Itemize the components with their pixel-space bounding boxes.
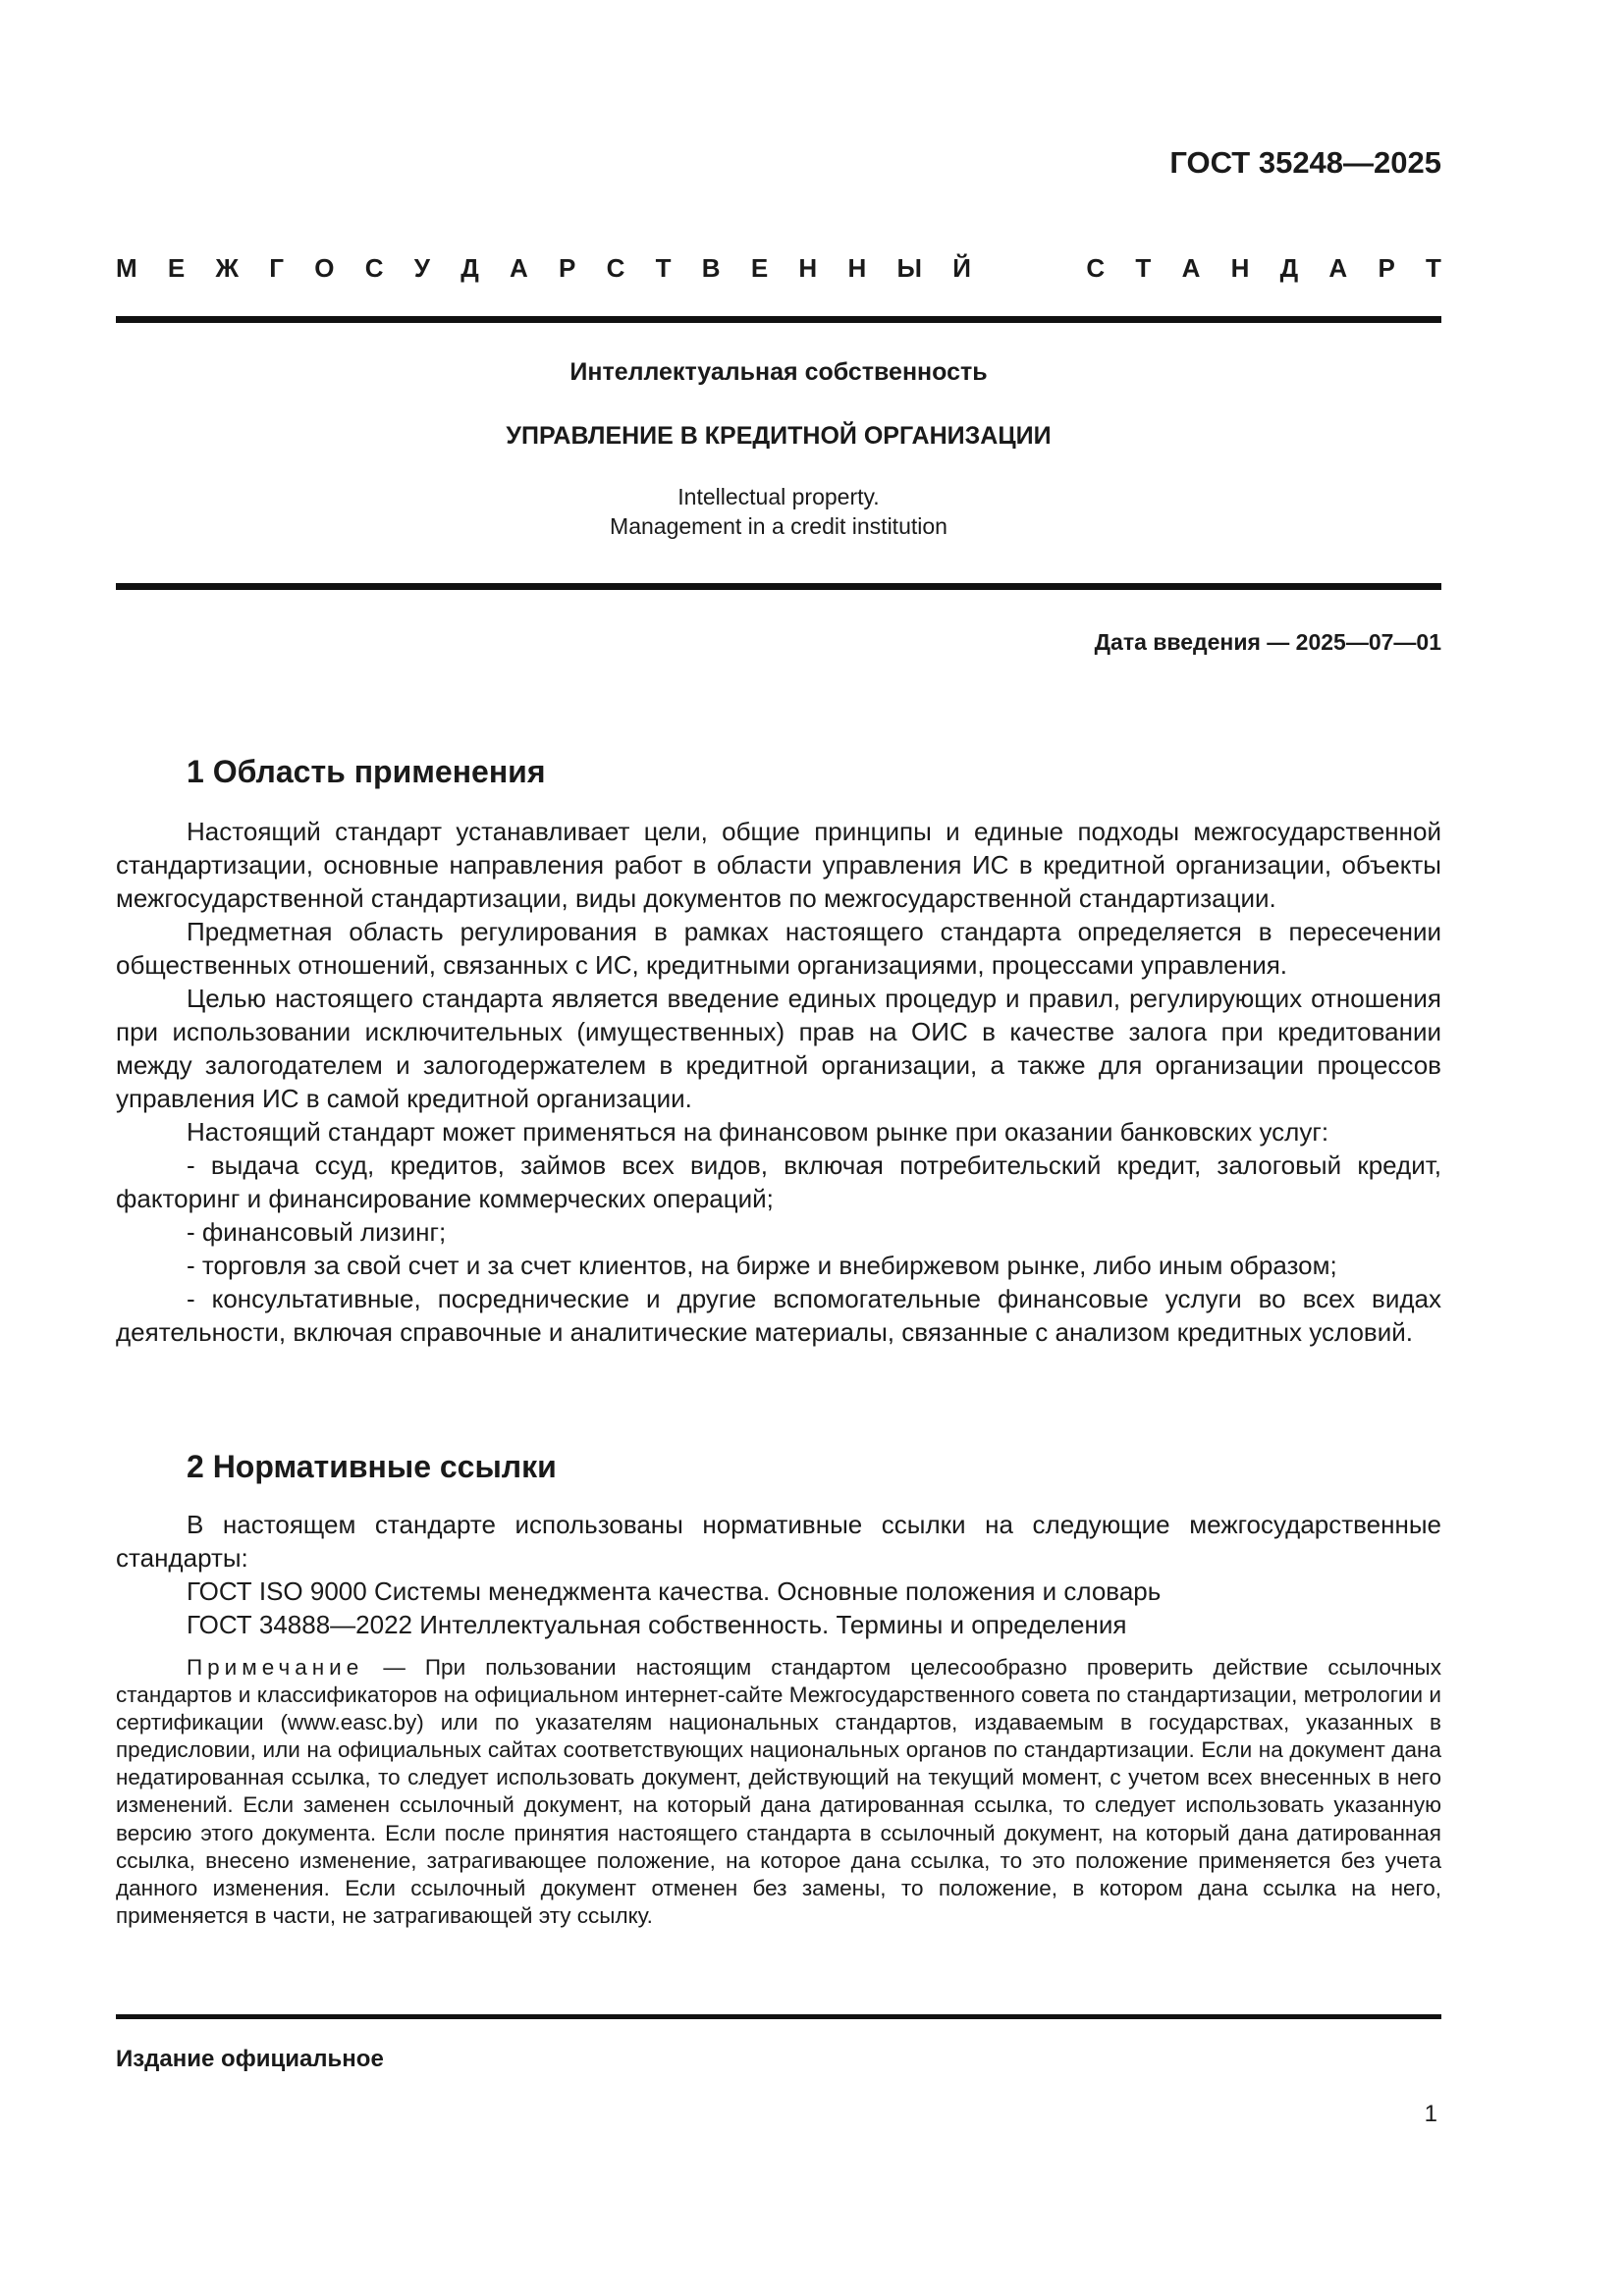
section-1-body [116,815,1441,1349]
list-item: - консультативные, посреднические и другие вспомогательные финансовые услуги во всех видах деятельности, включая справочные и аналитические материалы, связанные с анализом кредитных условий. [116,1284,1441,1347]
banner-letter: Д [460,253,479,283]
reference-item: ГОСТ ISO 9000 Системы менеджмента качества. Основные положения и словарь [187,1576,1162,1606]
document-page [116,0,1441,2296]
banner-letter: Н [798,253,818,283]
banner-letter: Е [167,253,186,283]
banner-letter: А [510,253,528,283]
banner-word-gap [1001,253,1056,284]
standard-number: ГОСТ 35248—2025 [1169,145,1441,180]
interstate-standard-banner [116,253,1441,284]
list-item: - финансовый лизинг; [187,1217,447,1247]
banner-letter: А [1328,253,1348,283]
banner-letter: С [1086,253,1106,283]
banner-letter: Р [559,253,576,283]
banner-letter: Д [1279,253,1299,283]
title-divider [116,583,1441,590]
paragraph: Целью настоящего стандарта является введение единых процедур и правил, регулирующих отношения при использовании исключительных (имущественных) прав на ОИС в качестве залога при кредитовании между залогодателем и залогодержателем в кредитной организации, а также для организации процессов управления ИС в самой кредитной организации. [116,984,1441,1113]
footer-divider [116,2014,1441,2019]
title-category: Интеллектуальная собственность [569,358,988,386]
banner-letter: В [701,253,721,283]
banner-letter: У [413,253,430,283]
note [116,1654,1441,1930]
reference-item: ГОСТ 34888—2022 Интеллектуальная собственность. Термины и определения [187,1610,1127,1639]
banner-letter: О [314,253,335,283]
list-item: - выдача ссуд, кредитов, займов всех видов, включая потребительский кредит, залоговый кредит, факторинг и финансирование коммерческих операций; [116,1150,1441,1213]
title-main: УПРАВЛЕНИЕ В КРЕДИТНОЙ ОРГАНИЗАЦИИ [506,422,1052,450]
banner-letter: Н [847,253,867,283]
banner-letter: Е [750,253,769,283]
banner-letter: Ы [896,253,922,283]
banner-letter: Т [1426,253,1441,283]
edition-label: Издание официальное [116,2046,384,2072]
header-divider [116,316,1441,323]
banner-letter: Г [269,253,285,283]
note-label: Примечание [187,1655,364,1680]
title-english-line2: Management in a credit institution [610,513,947,539]
section-2-body [116,1508,1441,1641]
introduction-date: Дата введения — 2025—07—01 [1094,629,1441,655]
page-number: 1 [1424,2101,1437,2127]
banner-letter: Т [1135,253,1152,283]
banner-letter: Т [655,253,672,283]
banner-letter: Й [952,253,971,283]
banner-letter: Р [1378,253,1395,283]
section-1-heading: 1 Область применения [187,754,546,789]
note-text: — При пользовании настоящим стандартом целесообразно проверить действие ссылочных стандартов и классификаторов на официальном интернет-сайте Межгосударственного совета по стандартизации, метрологии и сертификации (www.easc.by) или по указателям национальных стандартов, издаваемым в государствах, указанных в предисловии, или на официальных сайтах соответствующих национальных органов по стандартизации. Если на документ дана недатированная ссылка, то следует использовать документ, действующий на текущий момент, с учетом всех внесенных в него изменений. Если заменен ссылочный документ, на который дана датированная ссылка, то следует использовать указанную версию этого документа. Если после принятия настоящего стандарта в ссылочный документ, на который дана датированная ссылка, внесено изменение, затрагивающее положение, на которое дана ссылка, то это положение применяется без учета данного изменения. Если ссылочный документ отменен без замены, то положение, в котором дана ссылка на него, применяется в части, не затрагивающей эту ссылку. [116,1655,1441,1928]
paragraph: Настоящий стандарт устанавливает цели, общие принципы и единые подходы межгосударственной стандартизации, основные направления работ в области управления ИС в кредитной организации, объекты межгосударственной стандартизации, виды документов по межгосударственной стандартизации. [116,817,1441,913]
list-item: - торговля за свой счет и за счет клиентов, на бирже и внебиржевом рынке, либо иным образом; [187,1251,1337,1280]
banner-letter: Ж [215,253,240,283]
title-english-line1: Intellectual property. [677,484,880,509]
banner-letter: С [606,253,625,283]
banner-letter: А [1181,253,1201,283]
banner-letter: С [364,253,384,283]
section-2-heading: 2 Нормативные ссылки [187,1449,557,1484]
banner-letter: Н [1230,253,1250,283]
paragraph: Предметная область регулирования в рамках настоящего стандарта определяется в пересечении общественных отношений, связанных с ИС, кредитными организациями, процессами управления. [116,917,1441,980]
paragraph: В настоящем стандарте использованы нормативные ссылки на следующие межгосударственные стандарты: [116,1510,1441,1573]
banner-letter: М [116,253,137,283]
paragraph: Настоящий стандарт может применяться на финансовом рынке при оказании банковских услуг: [187,1117,1329,1147]
